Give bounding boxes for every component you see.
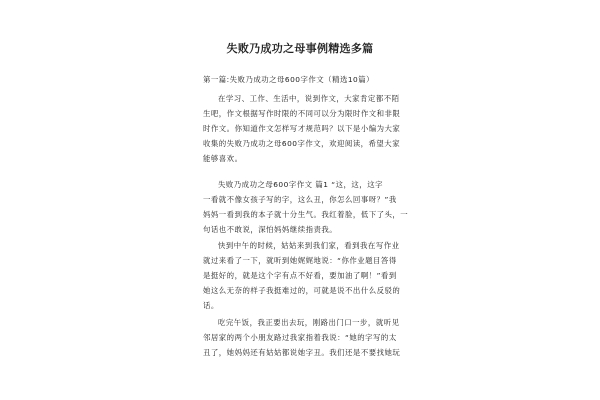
paragraph-line: 邻居家的两个小朋友路过我家指着我说：“她的字写的太: [203, 333, 397, 342]
paragraph-line: 丑了，她妈妈还有姑姑都说她字丑。我们还是不要找她玩: [203, 348, 401, 357]
paragraph-line: 吃完午饭，我正要出去玩，刚路出门口一步，就听见: [218, 318, 400, 327]
paragraph-line: 句话也不敢说，深怕妈妈继续指责我。: [203, 225, 338, 234]
paragraph-line: 话。: [203, 301, 219, 310]
paragraph-line: 她这么无奈的样子我挺难过的，可就是说不出什么反驳的: [203, 286, 401, 295]
intro-line: 收集的失败乃成功之母600字作文，欢迎阅读，希望大家: [203, 139, 401, 148]
article-heading: 失败乃成功之母600字作文 篇1 “这，这，这字: [218, 180, 383, 189]
intro-line: 在学习、工作、生活中，说到作文，大家肯定都不陌: [218, 94, 400, 103]
intro-line: 能够喜欢。: [203, 154, 243, 163]
section-heading: 第一篇:失败乃成功之母600字作文（精选10篇）: [203, 75, 375, 84]
paragraph-line: 是挺好的，就是这个字有点不好看，要加油了啊！”看到: [203, 271, 397, 280]
intro-line: 时作文。你知道作文怎样写才规范吗？以下是小编为大家: [203, 124, 401, 133]
intro-line: 生吧，作文根据写作时限的不同可以分为限时作文和非限: [203, 109, 401, 118]
paragraph-line: 就过来看了一下，就听到她娓娓地说：“你作业题目答得: [203, 256, 397, 265]
document-title: 失败乃成功之母事例精选多篇: [226, 42, 374, 55]
paragraph-line: 妈妈一看到我的本子就十分生气。我红着脸，低下了头，一: [203, 210, 409, 219]
paragraph-line: 一看就不像女孩子写的字，这么丑，你怎么回事呀？”我: [203, 195, 397, 204]
paragraph-line: 快到中午的时候，姑姑来到我们家，看到我在写作业: [218, 241, 400, 250]
